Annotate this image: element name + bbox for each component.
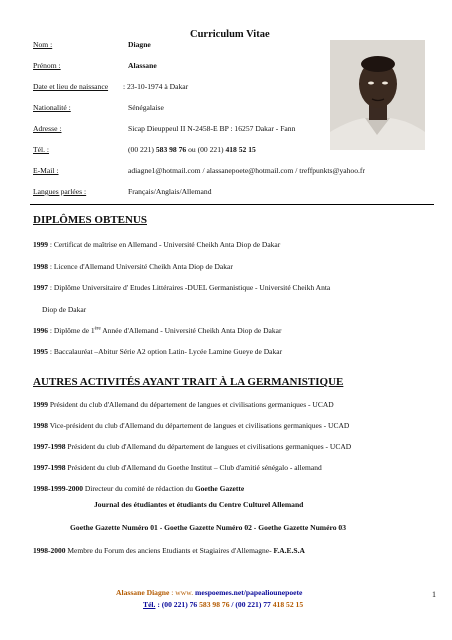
personal-value: Diagne bbox=[128, 40, 151, 49]
personal-value: Français/Anglais/Allemand bbox=[128, 187, 212, 196]
diplome-sup: ère bbox=[94, 326, 101, 332]
footer-link[interactable]: mespoemes.net/papealiounepoete bbox=[195, 588, 303, 597]
activity-text: Président du club d'Allemand du Goethe Institut – Club d'amitié sénégalo - allemand bbox=[65, 463, 322, 472]
diplomes-heading: DIPLÔMES OBTENUS bbox=[33, 214, 147, 226]
phone-number: 583 98 76 bbox=[155, 145, 187, 154]
diplome-text: Année d'Allemand - Université Cheikh Anta Diop de Dakar bbox=[100, 326, 282, 335]
activity-text: Président du club d'Allemand du département de langues et civilisations germaniques - UCAD bbox=[48, 400, 334, 409]
diplome-text: : Licence d'Allemand Université Cheikh Anta Diop de Dakar bbox=[48, 262, 233, 271]
diplome-text: : Diplôme de 1 bbox=[48, 326, 95, 335]
personal-value: Alassane bbox=[128, 61, 157, 70]
diplome-year: 1996 bbox=[33, 326, 48, 335]
diplome-year: 1995 bbox=[33, 347, 48, 356]
activity-year: 1997-1998 bbox=[33, 463, 66, 472]
diplome-year: 1997 bbox=[33, 283, 48, 292]
diplome-year: 1999 bbox=[33, 240, 48, 249]
activity-bold: Goethe Gazette bbox=[194, 484, 245, 493]
activites-heading: AUTRES ACTIVITÉS AYANT TRAIT À LA GERMANISTIQUE bbox=[33, 376, 344, 388]
activity-item bbox=[33, 421, 349, 430]
activity-text: Président du club d'Allemand du département de langues et civilisations germaniques - UCAD bbox=[65, 442, 352, 451]
activity-item bbox=[33, 400, 334, 409]
phone-prefix: (00 221) bbox=[128, 145, 156, 154]
activity-item bbox=[33, 463, 322, 472]
phone-separator: ou (00 221) bbox=[186, 145, 226, 154]
personal-label: Nom : bbox=[33, 40, 53, 49]
activity-year: 1998-1999-2000 bbox=[33, 484, 83, 493]
portrait-image bbox=[330, 40, 425, 150]
personal-label: Tél. : bbox=[33, 145, 50, 154]
footer-phone-line: Tél. : (00 221) 76 583 98 76 / (00 221) 77 418 52 15 bbox=[143, 600, 304, 609]
personal-label bbox=[33, 82, 108, 91]
personal-value: Sénégalaise bbox=[128, 103, 164, 112]
personal-value bbox=[128, 145, 256, 154]
page-title: Curriculum Vitae bbox=[190, 29, 270, 40]
personal-value: Sicap Dieuppeul II N-2458-E BP : 16257 Dakar - Fann bbox=[128, 124, 296, 133]
diplome-item bbox=[33, 326, 281, 335]
footer-name: Alassane Diagne bbox=[116, 588, 170, 597]
diplome-text: Diop de Dakar bbox=[42, 305, 87, 314]
activity-year: 1997-1998 bbox=[33, 442, 66, 451]
activity-text: Vice-président du club d'Allemand du département de langues et civilisations germaniques - UCAD bbox=[48, 421, 350, 430]
journal-line: Journal des étudiantes et étudiants du Centre Culturel Allemand bbox=[94, 500, 304, 509]
diplome-text: : Baccalauréat –Abitur Série A2 option Latin- Lycée Lamine Gueye de Dakar bbox=[48, 347, 283, 356]
diplome-text: : Certificat de maîtrise en Allemand - Université Cheikh Anta Diop de Dakar bbox=[48, 240, 281, 249]
profile-photo bbox=[330, 40, 425, 150]
page-number: 1 bbox=[432, 590, 436, 599]
personal-value: : 23-10-1974 à Dakar bbox=[123, 82, 189, 91]
personal-label: Nationalité : bbox=[33, 103, 71, 112]
diplome-item bbox=[33, 262, 233, 271]
diplome-item bbox=[33, 240, 280, 249]
diplome-text: : Diplôme Universitaire d' Etudes Littéraires -DUEL Germanistique - Université Cheikh Anta bbox=[48, 283, 331, 292]
footer-name-line: Alassane Diagne : www. mespoemes.net/papealiounepoete bbox=[116, 588, 303, 597]
personal-label: E-Mail : bbox=[33, 166, 59, 175]
personal-label: Prénom : bbox=[33, 61, 61, 70]
gazette-line: Goethe Gazette Numéro 01 - Goethe Gazette Numéro 02 - Goethe Gazette Numéro 03 bbox=[70, 523, 347, 532]
diplome-item bbox=[42, 305, 86, 314]
personal-label-text: Date et lieu de naissance bbox=[33, 82, 109, 91]
activity-item bbox=[33, 442, 351, 451]
activity-year: 1998 bbox=[33, 421, 48, 430]
activity-year: 1999 bbox=[33, 400, 48, 409]
diplome-item bbox=[33, 283, 330, 292]
personal-label: Adresse : bbox=[33, 124, 62, 133]
section-divider bbox=[30, 204, 434, 205]
activity-item bbox=[33, 484, 244, 493]
personal-value: adiagne1@hotmail.com / alassanepoete@hotmail.com / treffpunkts@yahoo.fr bbox=[128, 166, 365, 175]
diplome-item bbox=[33, 347, 282, 356]
phone-number: 418 52 15 bbox=[225, 145, 256, 154]
activity-last: 1998-2000 Membre du Forum des anciens Etudiants et Stagiaires d'Allemagne- F.A.E.S.A bbox=[33, 546, 305, 555]
personal-label: Langues parlées : bbox=[33, 187, 87, 196]
diplome-year: 1998 bbox=[33, 262, 48, 271]
activity-text: Directeur du comité de rédaction du bbox=[83, 484, 195, 493]
